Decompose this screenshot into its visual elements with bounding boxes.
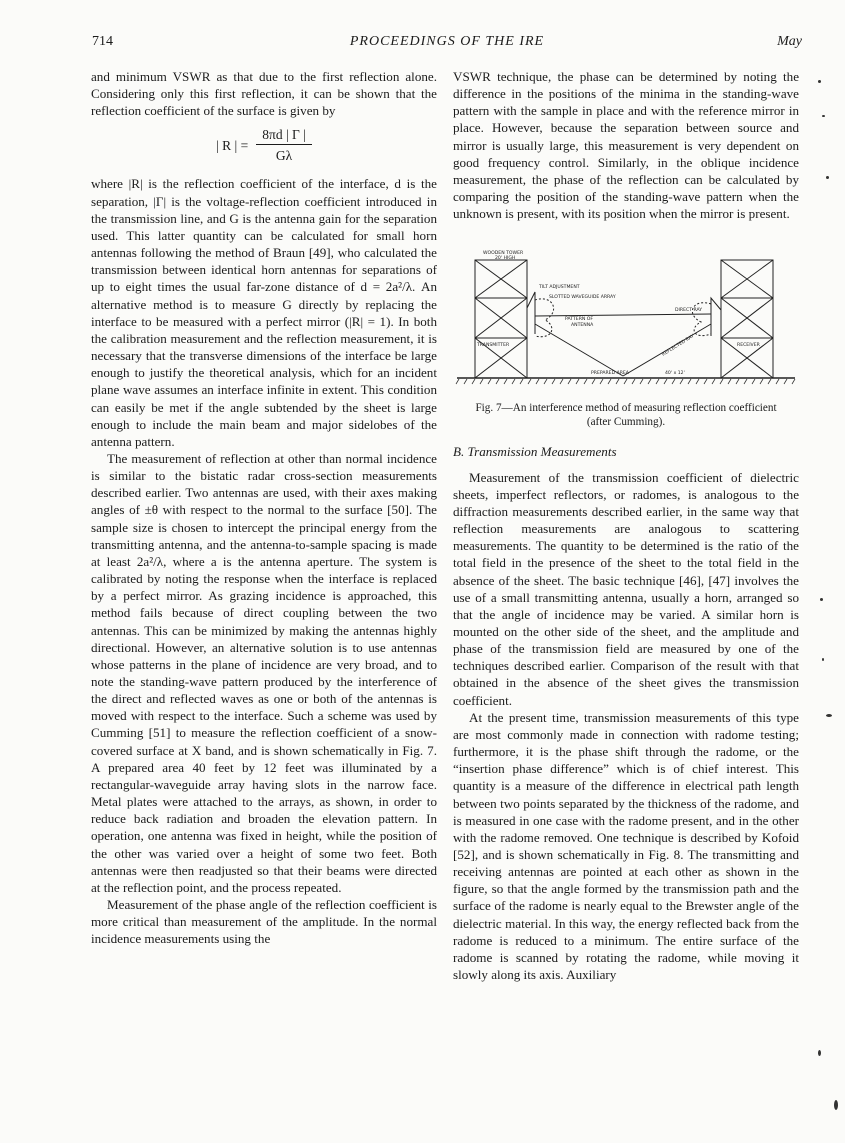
label-tower: WOODEN TOWER — [483, 251, 524, 257]
antenna-pattern — [535, 299, 554, 337]
label-direct-ray: DIRECT RAY — [675, 308, 703, 314]
receiver-antenna — [711, 298, 721, 336]
label-transmitter: TRANSMITTER — [477, 343, 510, 349]
label-tower-height: 20' HIGH — [495, 256, 516, 262]
right-tower — [721, 260, 773, 378]
paragraph: At the present time, transmission measurements of this type are most commonly made in connection with radome testing; furthermore, it is the phase shift through the radome, or the “insertion phase difference” which is of chief interest. This quantity is a measure of the difference in electrical path length between two points separated by the thickness of the radome, and is measured in one case with the radome present, and in the other with the radome removed. One technique is described by Kofoid [52], and is shown schematically in Fig. 8. The transmitting and receiving antennas are pointed at each other as shown in the figure, so that the angle formed by the transmission path and the surface of the radome is nearly equal to the Brewster angle of the dielectric material. In this way, the energy reflected back from the radome is reduced to a minimum. The entire surface of the radome is scanned by rotating the radome, while moving it slowly along its axis. Auxiliary — [453, 709, 799, 983]
paragraph: The measurement of reflection at other than normal incidence is similar to the bistatic radar cross-section measurements described earlier. Two antennas are used, with their axes making angles of ±θ with respect to the normal to the surface [50]. The sample size is chosen to intercept the principal energy from the transmitting antenna, and the antenna-to-sample spacing is made at least 2a²/λ, where a is the antenna aperture. The system is calibrated by noting the response when the interface is replaced by a perfect mirror. As grazing incidence is approached, this method fails because of direct coupling between the two antennas. This can be minimized by making the antennas highly directional. However, an alternative solution is to use antennas whose patterns in the plane of incidence are very broad, and to note the standing-wave pattern produced by the interference of the direct and reflected waves as one or both of the antennas is moved with respect to the interface. Such a scheme was used by Cumming [51] to measure the reflection coefficient of a snow-covered surface at X band, and is shown schematically in Fig. 7. A prepared area 40 feet by 12 feet was illuminated by a rectangular-waveguide array having slots in the narrow face. Metal plates were attached to the arrays, as shown, in order to reduce back radiation and broaden the elevation pattern. In operation, one antenna was fixed in height, while the position of the other was varied over a height of some two feet. Both antennas were then readjusted so that their beams were directed at the reflection point, and the process repeated. — [91, 450, 437, 895]
page-header — [92, 34, 802, 54]
paragraph: Measurement of the phase angle of the reflection coefficient is more critical than measurement of the amplitude. In the normal incidence measurements using the — [91, 897, 437, 947]
equation-lhs: | R | = — [216, 137, 249, 153]
incident-ray — [535, 324, 623, 376]
label-area-size: 40' x 12' — [665, 371, 685, 377]
reflection-equation — [91, 123, 437, 167]
transmitter-antenna — [527, 292, 535, 334]
paragraph: Measurement of the transmission coefficient of dielectric sheets, imperfect reflectors, or radomes, is analogous to the diffraction measurements described earlier, in the same way that reflection measurements are analogous to scattering measurements. The quantity to be determined is the ratio of the total field in the presence of the sheet to the total field in the absence of the sheet. The basic technique [46], [47] involves the use of a small transmitting antenna, usually a horn, arranged so that the angle of incidence may be varied. A similar horn is mounted on the other side of the sheet, and the amplitude and phase of the transmission field are measured by one of the techniques described earlier. Comparison of the result with that obtained in the absence of the sheet gives the transmission coefficient. — [453, 469, 799, 708]
scan-speck — [818, 1050, 821, 1056]
scan-speck — [822, 115, 825, 117]
page-number: 714 — [92, 34, 113, 49]
left-column — [91, 68, 437, 948]
paragraph: and minimum VSWR as that due to the first reflection alone. Considering only this first reflection, it can be shown that the reflection coefficient of the surface is given by — [91, 69, 437, 119]
label-area: PREPARED AREA — [591, 371, 629, 377]
paragraph: VSWR technique, the phase can be determined by noting the difference in the positions of the minima in the standing-wave pattern with the sample in place and with the reference mirror in place. However, because the separation between source and mirror is usually large, this measurement is very dependent on good frequency control. Similarly, in the oblique incidence measurement, the phase of the reflection can be calculated by comparing the position of the standing-wave pattern when the unknown is present, with its position when the mirror is present. — [453, 69, 799, 222]
label-antenna: ANTENNA — [571, 323, 594, 329]
scan-speck — [818, 80, 821, 83]
scan-speck — [826, 714, 832, 717]
scan-speck — [820, 598, 823, 601]
label-receiver: RECEIVER — [737, 343, 760, 349]
paragraph: where |R| is the reflection coefficient of the interface, d is the separation, |Γ| is the voltage-reflection coefficient introduced in the transmission line, and G is the antenna gain for the separation used. This latter quantity can be calculated for small horn antennas following the method of Braun [49], who calculated the transmission between identical horn antennas for separations of up to eight times the usual far-zone distance of d = 2a²/λ. An alternative method is to measure G directly by replacing the interface to be measured with a perfect mirror (|R| = 1). In both the calibration measurement and the reflection measurement, it is necessary that the transverse dimensions of the interface be large enough to justify the theoretical analysis, which for an incident plane wave assumes an interface infinite in extent. This condition can easily be met if the angle subtended by the sheet is large enough to include the main beam and major sidelobes of the antenna pattern. — [91, 176, 437, 449]
label-array: SLOTTED WAVEGUIDE ARRAY — [549, 295, 616, 301]
label-tilt: TILT ADJUSTMENT — [539, 285, 580, 291]
equation-numerator: 8πd | Γ | — [256, 126, 312, 145]
scan-speck — [834, 1100, 838, 1110]
equation-fraction — [256, 126, 312, 164]
label-reflected-ray: REFLECTED RAY — [661, 334, 696, 359]
direct-ray — [535, 314, 711, 316]
issue-month: May — [777, 34, 802, 49]
equation-denominator: Gλ — [275, 148, 293, 164]
interference-setup-diagram — [453, 248, 799, 398]
figure-caption: Fig. 7—An interference method of measuring reflection coefficient (after Cumming). — [475, 402, 777, 428]
journal-title: PROCEEDINGS OF THE IRE — [349, 34, 545, 49]
scan-speck — [822, 658, 824, 661]
left-tower — [475, 260, 527, 378]
right-column — [453, 68, 799, 983]
scan-speck — [826, 176, 829, 179]
section-heading: B. Transmission Measurements — [453, 444, 617, 460]
figure-7-diagram — [453, 248, 799, 398]
label-pattern: PATTERN OF — [565, 317, 594, 323]
